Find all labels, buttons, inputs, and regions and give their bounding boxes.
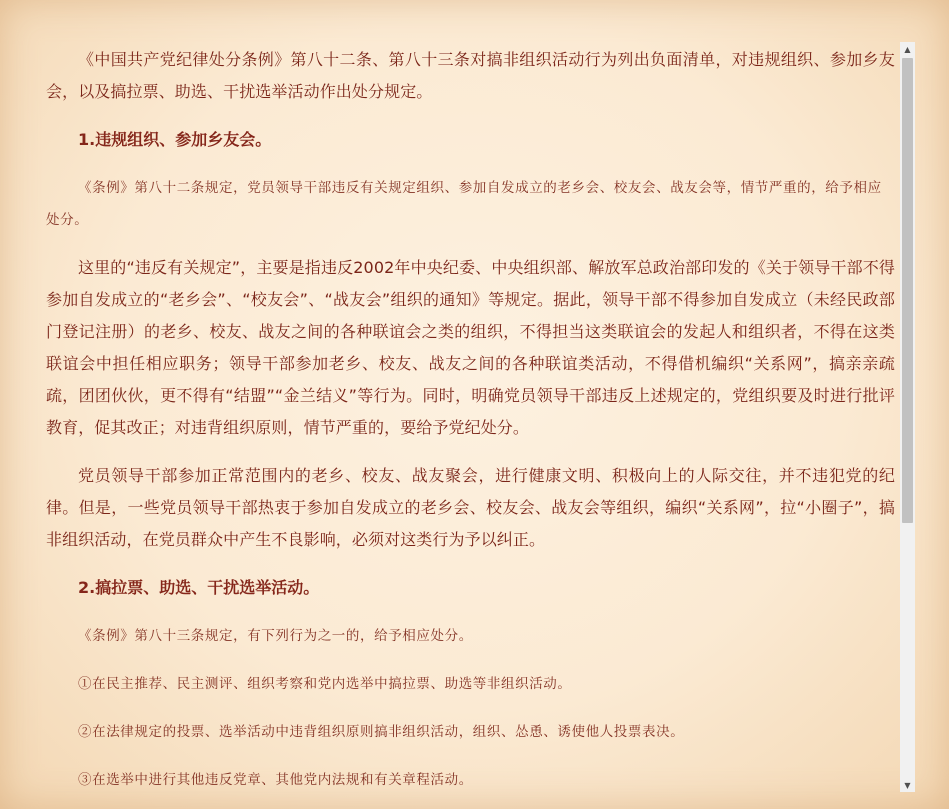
section-2-heading: 2.搞拉票、助选、干扰选举活动。 bbox=[78, 578, 320, 597]
section-2-item-2: ②在法律规定的投票、选举活动中违背组织原则搞非组织活动，组织、怂恿、诱使他人投票表决。 bbox=[78, 724, 685, 740]
section-1-paragraph-1: 这里的“违反有关规定”，主要是指违反2002年中央纪委、中央组织部、解放军总政治部印发的《关于领导干部不得参加自发成立的“老乡会”、“校友会”、“战友会”组织的通知》等规定。据此，领导干部不得参加自发成立（未经民政部门登记注册）的老乡、校友、战友之间的各种联谊会之类的组织，不得担当这类联谊会的发起人和组织者，不得在这类联谊会中担任相应职务；领导干部参加老乡、校友、战友之间的各种联谊类活动，不得借机编织“关系网”，搞亲亲疏疏，团团伙伙，更不得有“结盟”“金兰结义”等行为。同时，明确党员领导干部违反上述规定的，党组织要及时进行批评教育，促其改正；对违背组织原则，情节严重的，要给予党纪处分。 bbox=[46, 258, 895, 437]
section-2-quote: 《条例》第八十三条规定，有下列行为之一的，给予相应处分。 bbox=[78, 628, 473, 644]
section-2-item-3: ③在选举中进行其他违反党章、其他党内法规和有关章程活动。 bbox=[78, 772, 473, 788]
scrollbar-thumb[interactable] bbox=[902, 58, 913, 523]
section-2-item-1: ①在民主推荐、民主测评、组织考察和党内选举中搞拉票、助选等非组织活动。 bbox=[78, 676, 572, 692]
section-1-paragraph-2: 党员领导干部参加正常范围内的老乡、校友、战友聚会，进行健康文明、积极向上的人际交往，并不违犯党的纪律。但是，一些党员领导干部热衷于参加自发成立的老乡会、校友会、战友会等组织，编织“关系网”，拉“小圈子”，搞非组织活动，在党员群众中产生不良影响，必须对这类行为予以纠正。 bbox=[46, 466, 895, 549]
vertical-scrollbar[interactable] bbox=[900, 42, 915, 792]
intro-paragraph: 《中国共产党纪律处分条例》第八十二条、第八十三条对搞非组织活动行为列出负面清单，对违规组织、参加乡友会，以及搞拉票、助选、干扰选举活动作出处分规定。 bbox=[46, 50, 895, 101]
section-1-heading: 1.违规组织、参加乡友会。 bbox=[78, 130, 272, 149]
scroll-down-arrow-icon[interactable]: ▼ bbox=[904, 780, 911, 790]
scroll-up-arrow-icon[interactable]: ▲ bbox=[904, 44, 911, 54]
article-content bbox=[46, 44, 895, 809]
section-1-quote: 《条例》第八十二条规定，党员领导干部违反有关规定组织、参加自发成立的老乡会、校友会、战友会等，情节严重的，给予相应处分。 bbox=[46, 180, 882, 228]
